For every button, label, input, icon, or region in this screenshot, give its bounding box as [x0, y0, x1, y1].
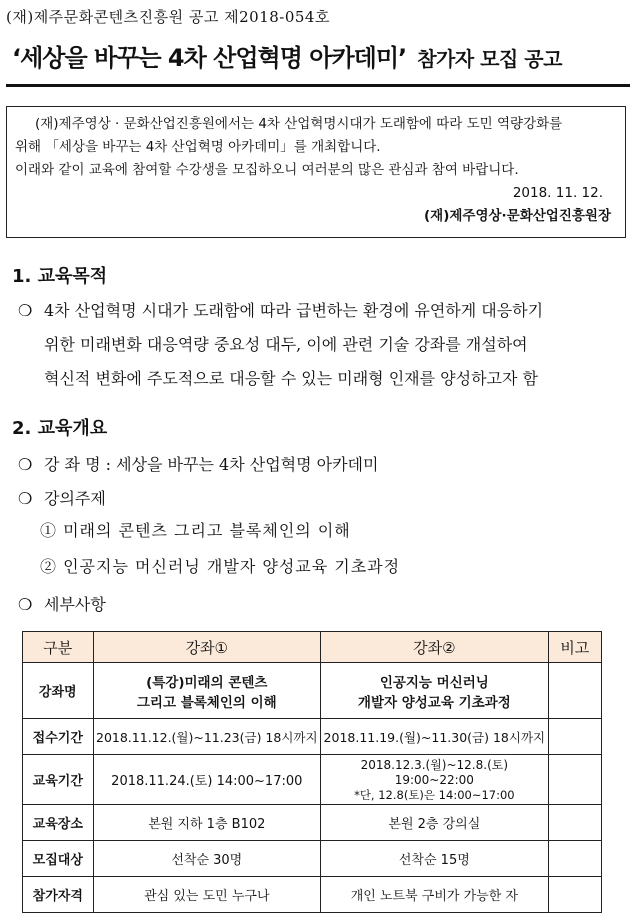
- section1-heading: 1. 교육목적: [12, 266, 108, 287]
- intro-box: [6, 106, 626, 238]
- section1-line-1: ❍ 4차 산업혁명 시대가 도래함에 따라 급변하는 환경에 유연하게 대응하기: [18, 301, 544, 320]
- topic-1: ① 미래의 콘텐츠 그리고 블록체인의 이해: [40, 521, 351, 540]
- bullet-circle-icon: ❍: [18, 489, 33, 508]
- note-cell: [548, 719, 601, 755]
- bullet-circle-icon: ❍: [18, 455, 33, 474]
- intro-line-2: 위해 「세상을 바꾸는 4차 산업혁명 아카데미」를 개최합니다.: [15, 139, 381, 155]
- section1-line-2: 위한 미래변화 대응역량 중요성 대두, 이에 관련 기술 강좌를 개설하여: [44, 335, 528, 354]
- table-header-cell: 비고: [548, 632, 601, 663]
- table-row: [23, 805, 602, 841]
- row-label: 접수기간: [23, 719, 94, 755]
- table-row: [23, 663, 602, 719]
- row-label: 교육장소: [23, 805, 94, 841]
- section1-line-3: 혁신적 변화에 주도적으로 대응할 수 있는 미래형 인재를 양성하고자 함: [44, 369, 538, 388]
- course2-title-cell: 인공지능 머신러닝 개발자 양성교육 기초과정: [321, 663, 549, 719]
- note-cell: [548, 755, 601, 805]
- table-row: [23, 719, 602, 755]
- topic-2: ② 인공지능 머신러닝 개발자 양성교육 기초과정: [40, 557, 401, 576]
- table-header-row: [23, 632, 602, 663]
- course2-cell: 개인 노트북 구비가 가능한 자: [321, 877, 549, 913]
- bullet-circle-icon: ❍: [18, 301, 33, 320]
- course1-cell: 2018.11.24.(토) 14:00~17:00: [93, 755, 321, 805]
- details-table: [22, 631, 602, 913]
- course1-cell: 2018.11.12.(월)~11.23(금) 18시까지: [93, 719, 321, 755]
- table-header-cell: 강좌①: [93, 632, 321, 663]
- document-title: [12, 38, 632, 73]
- table-row: [23, 755, 602, 805]
- intro-line-3: 이래와 같이 교육에 참여할 수강생을 모집하오니 여러분의 많은 관심과 참여 바랍니다.: [15, 162, 519, 178]
- row-label: 모집대상: [23, 841, 94, 877]
- course-name-line: ❍ 강 좌 명 : 세상을 바꾸는 4차 산업혁명 아카데미: [18, 455, 379, 474]
- table-row: [23, 841, 602, 877]
- notice-number: (재)제주문화콘텐츠진흥원 공고 제2018-054호: [6, 8, 330, 26]
- course2-cell: 2018.12.3.(월)~12.8.(토) 19:00~22:00 *단, 12.8(토)은 14:00~17:00: [321, 755, 549, 805]
- intro-date: 2018. 11. 12.: [512, 185, 603, 201]
- title-sub: 참가자 모집 공고: [417, 47, 562, 71]
- row-label: 참가자격: [23, 877, 94, 913]
- course2-cell: 선착순 15명: [321, 841, 549, 877]
- topics-label-line: ❍ 강의주제: [18, 489, 106, 508]
- course1-cell: 선착순 30명: [93, 841, 321, 877]
- intro-signature: (재)제주영상·문화산업진흥원장: [423, 208, 611, 224]
- note-cell: [548, 841, 601, 877]
- bullet-circle-icon: ❍: [18, 595, 33, 614]
- row-label: 교육기간: [23, 755, 94, 805]
- intro-line-1: (재)제주영상 · 문화산업진흥원에서는 4차 산업혁명시대가 도래함에 따라 도민 역량강화를: [35, 116, 563, 132]
- table-row: [23, 877, 602, 913]
- course1-title-cell: (특강)미래의 콘텐츠 그리고 블록체인의 이해: [93, 663, 321, 719]
- section2-heading: 2. 교육개요: [12, 418, 108, 439]
- course2-cell: 2018.11.19.(월)~11.30(금) 18시까지: [321, 719, 549, 755]
- title-main: ‘세상을 바꾸는 4차 산업혁명 아카데미’: [12, 44, 407, 72]
- table-header-cell: 구분: [23, 632, 94, 663]
- details-label-line: ❍ 세부사항: [18, 595, 106, 614]
- course1-cell: 관심 있는 도민 누구나: [93, 877, 321, 913]
- row-label: 강좌명: [23, 663, 94, 719]
- note-cell: [548, 663, 601, 719]
- note-cell: [548, 805, 601, 841]
- course1-cell: 본원 지하 1층 B102: [93, 805, 321, 841]
- table-header-cell: 강좌②: [321, 632, 549, 663]
- note-cell: [548, 877, 601, 913]
- title-divider: [6, 84, 630, 87]
- course2-cell: 본원 2층 강의실: [321, 805, 549, 841]
